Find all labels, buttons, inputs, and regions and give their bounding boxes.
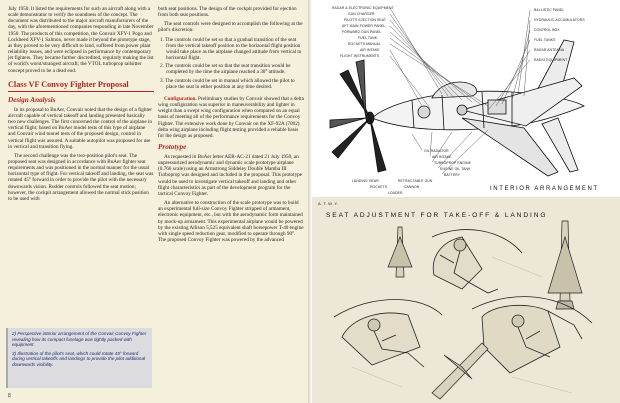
prototype-paragraph-2: An alternative to construction of the scale prototype was to build an experimental full-size Convoy Fighter stripped of armament, electronic equipment, etc., but with the aerodynamic form maintained by mock-up armament. This experimental airplane would be powered by the existing Allison 5,525 equivalent shaft horsepower T-40 engine with single speed reduction gear, modified to operate through 90°. The proposed Convoy Fighter was powered by the advanced: [158, 200, 304, 243]
callout-label: CONTROL BOX: [534, 28, 560, 32]
callout-label: FORWARD GUN PANEL: [342, 30, 382, 34]
callout-label: HYDRAULIC ACCUMULATORS: [534, 18, 585, 22]
callout-label: OIL RADIATOR: [424, 149, 449, 153]
seat-adjustment-title: SEAT ADJUSTMENT FOR TAKE-OFF & LANDING: [326, 212, 548, 219]
callout-label: PILOT'S EJECTION SEAT: [344, 18, 387, 22]
left-page: [0, 0, 308, 403]
callout-label: TURBOPROP ENGINE: [434, 161, 471, 165]
prototype-heading: Prototype: [158, 142, 187, 151]
callout-label: RADAR & ELECTRONIC EQUIPMENT: [332, 6, 394, 10]
callout-label: LANDING GEAR: [352, 179, 379, 183]
list-item: 3. The controls could be set in manual which allowed the pilot to place the seat in either position at any time desired.: [160, 77, 295, 90]
callout-label: FLIGHT INSTRUMENTS: [340, 54, 380, 58]
intro-paragraph: July 1950. It listed the requirements for such an aircraft along with a scale demonstrator to verify the soundness of the concept. The document was distributed to the major aircraft manufacturers of the day, with the aforementioned companies responding in late November 1950. The products of this competition, the Convair XFY-1 Pogo and Lockheed XFV-1 Salmon, never made it beyond the prototype stage, as they proved to be very difficult to land, suffered from power plant reliability issues, and were eclipsed in performance by contemporary jet fighters. They became further discredited, regularly making the list of world's worst/strangest aircraft; the VTOL turboprop tailsitter concept proved to be a dead end.: [8, 6, 154, 74]
callout-label: RETRACTABLE GUN: [398, 179, 433, 183]
configuration-paragraph: [158, 96, 304, 139]
list-item: 2. The controls could be set so that the seat transition would be completed by the time the airplane reached a 30° attitude.: [160, 63, 291, 76]
page-number: 8: [8, 393, 11, 399]
side-label: A.T.W.Y.: [318, 201, 340, 206]
callout-label: CANNON: [404, 185, 420, 189]
configuration-lead: Configuration.: [164, 95, 197, 102]
design-paragraph-2: The second challenge was the two-position pilot's seat. The proposed seat was designed in accordance with BuAer fighter seat requirements and was positioned in the normal manner for the usual horizontal type of flight. For vertical takeoff and landing, the seat was rotated 45° forward in order to provide the pilot with the necessary downwards vision. Rudder controls followed the seat motion; however, the cockpit arrangement allowed the normal stick position to be used with: [8, 152, 154, 202]
seat-paragraph-1: both seat positions. The design of the cockpit provided for ejection from both seat positions.: [158, 6, 297, 19]
configuration-text: Preliminary studies by Convair showed that a delta wing configuration was superior in maneuverability and lighter in weight than a swept wing configuration when compared on an equal basis of meeting all of the performance requirements for the Convoy Fighter. The extensive work done by Convair on the XF-92A (7002) delta wing airplane including flight testing provided a reliable basis for the design as proposed.: [158, 95, 304, 139]
caption-2: 2) Perspective interior arrangement of the Convair Convoy Fighter revealing how its compact fuselage was tightly packed with equipment.: [12, 331, 147, 348]
section-title: Class VF Convoy Fighter Proposal: [8, 80, 154, 92]
seat-paragraph-2: The seat controls were designed to accomplish the following at the pilot's discretion:: [158, 21, 303, 34]
callout-label: ENGINE OIL TANK: [440, 167, 471, 171]
interior-arrangement-drawing: [312, 0, 620, 196]
right-column: [158, 6, 304, 246]
callout-label: LOADER: [388, 191, 403, 195]
callout-label: RADAR ANTENNA: [534, 48, 565, 52]
caption-3: 3) Illustration of the pilot's seat, which could rotate 45° forward during vertical takeoffs and landings to provide the pilot additional downwards visibility.: [12, 350, 146, 367]
list-item: 1. The controls could be set so that a gradual transition of the seat from the vertical takeoff position to the horizontal flight position would take place as the airplane changed attitude from vertical to horizontal flight.: [160, 36, 302, 62]
callout-label: BALLISTIC PANEL: [534, 8, 565, 12]
prototype-paragraph-1: As requested in BuAer letter AER-AC-21 dated 21 July 1950, an unpressurized aerodynamic and dynamic scale prototype airplane (0.766 scale) using an Armstrong Siddeley Double Mamba III Turboprop was designed and included in the proposal. This prototype would be used to investigate vertical takeoff and landing and other flight characteristics as part of the development program for the tactical Convoy Fighter.: [158, 153, 303, 197]
right-page: [312, 0, 620, 403]
callout-label: GUN CHARGER: [348, 12, 375, 16]
caption-box: [6, 328, 152, 388]
callout-label: BATTERY: [444, 173, 461, 177]
left-column: [8, 6, 154, 205]
interior-arrangement-title: INTERIOR ARRANGEMENT: [490, 186, 599, 192]
callout-label: AIR INTAKE: [360, 48, 380, 52]
callout-label: AFT MAIN POWER PANEL: [342, 24, 386, 28]
callout-label: AIR INTAKE: [432, 155, 452, 159]
callout-label: ROCKETS MANUAL: [348, 42, 381, 46]
callout-label: RADIO EQUIPMENT: [534, 58, 568, 62]
design-analysis-heading: Design Analysis: [8, 95, 56, 104]
design-paragraph-1: In its proposal to BuAer, Convair noted that the design of a fighter aircraft capable of vertical takeoff and landing presented basically two new challenges. The first concerned the control of the airplane in vertical flight; based on BuAer model tests of this type of airplane and Convair wind tunnel tests of the proposed design, control in vertical flight was assured. A suitable autopilot was proposed for use in vertical and transition flying.: [8, 106, 152, 150]
callout-label: FUEL TANK: [358, 36, 378, 40]
callout-label: ROCKETS: [370, 185, 388, 189]
callout-label: FUEL TANKS: [534, 38, 556, 42]
seat-adjustment-drawing: [312, 197, 620, 403]
